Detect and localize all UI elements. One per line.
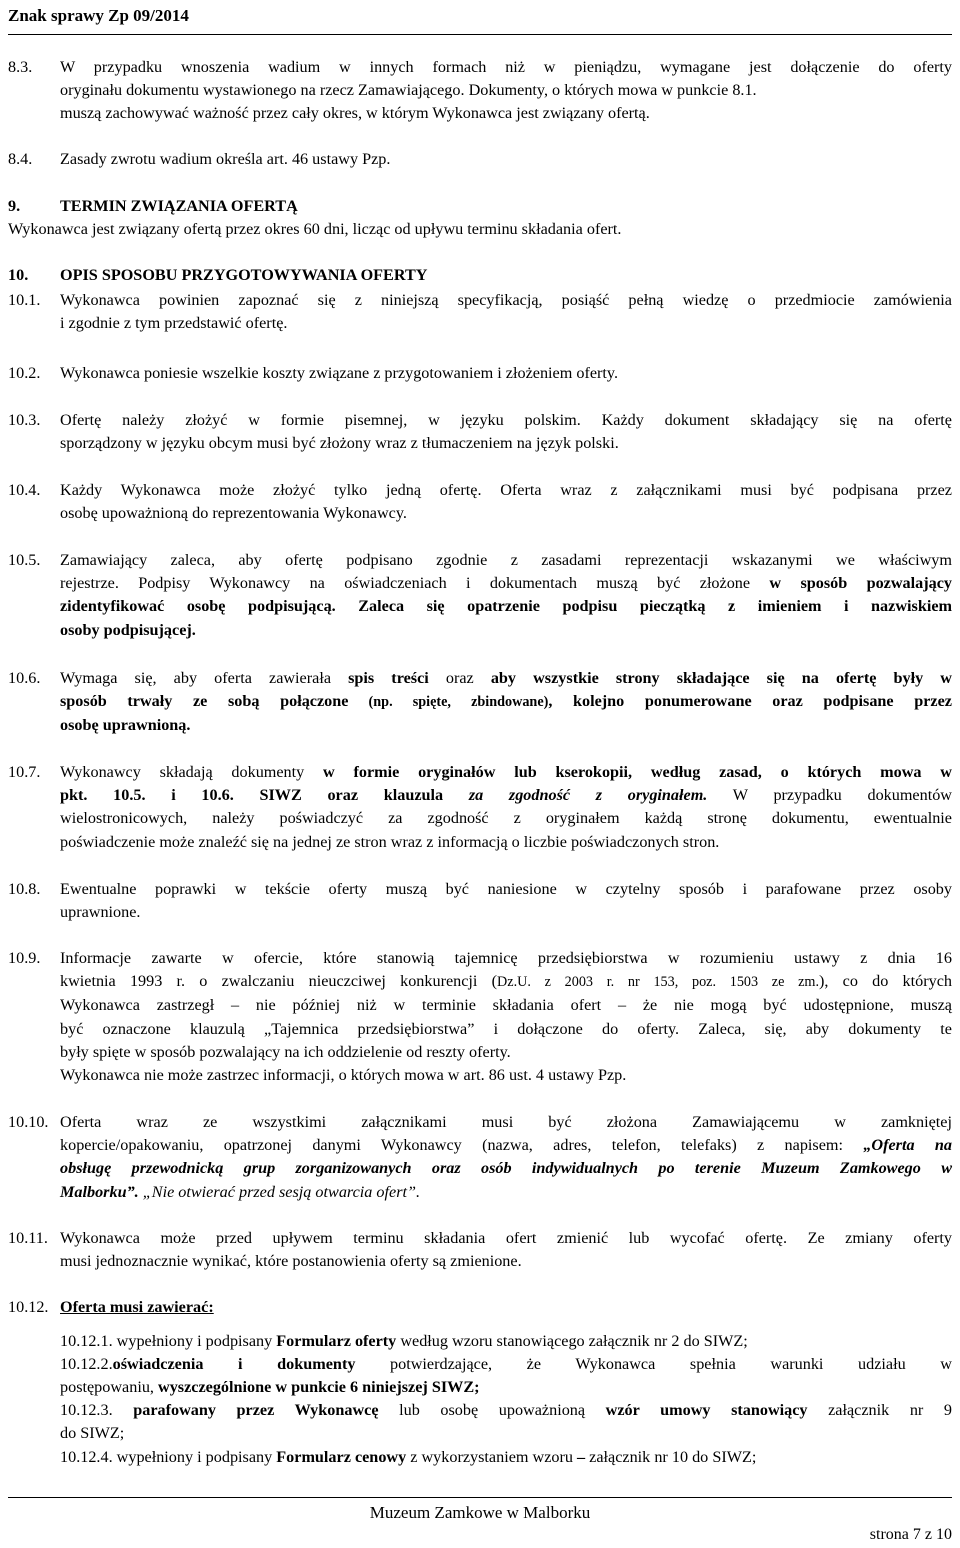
text-run-bold: osoby podpisującej. <box>60 620 196 639</box>
text-run: z wykorzystaniem wzoru <box>406 1448 578 1466</box>
section-title: Oferta musi zawierać: <box>60 1298 214 1316</box>
text-line: Ofertę należy złożyć w formie pisemnej, w języku polskim. Każdy dokument składający się na ofertę <box>60 411 952 429</box>
text-run-small: Dz.U. z 2003 r. nr 153, poz. 1503 ze zm. <box>497 974 819 991</box>
text-line: Wykonawca nie może zastrzec informacji, o których mowa w art. 86 ust. 4 ustawy Pzp. <box>60 1066 627 1085</box>
text-run-bold: sposób trwały ze sobą połączone <box>60 692 349 711</box>
text-run-bold: , kolejno ponumerowane oraz podpisane przez <box>548 692 952 711</box>
text-line: być oznaczone klauzulą „Tajemnica przedsiębiorstwa” i dołączone do oferty. Zaleca, się, aby dokumenty te <box>60 1019 952 1038</box>
section-number: 8.3. <box>8 58 33 76</box>
text-run-bold: wyszczególnione w punkcie 6 niniejszej SIWZ; <box>158 1378 480 1396</box>
text-line: uprawnione. <box>60 903 141 922</box>
section-number: 10.4. <box>8 481 41 499</box>
section-text: Wykonawca poniesie wszelkie koszty związane z przygotowaniem i złożeniem oferty. <box>60 364 619 382</box>
text-line: Zamawiający zaleca, aby ofertę podpisano zgodnie z zasadami reprezentacji wskazanymi we właściwym <box>60 551 952 569</box>
text-line: Wykonawca powinien zapoznać się z niniejszą specyfikacją, posiąść pełną wiedzę o przedmiocie zamówienia <box>60 291 952 309</box>
section-text <box>60 549 952 642</box>
text-run: Wymaga się, aby oferta zawierała <box>60 669 349 687</box>
text-run: oraz <box>428 669 491 687</box>
text-run-italic: „Nie otwierać przed sesją otwarcia ofert”. <box>138 1182 421 1201</box>
text-line: osobę upoważnioną do reprezentowania Wykonawcy. <box>60 504 407 523</box>
text-line: i zgodnie z tym przedstawić ofertę. <box>60 314 288 333</box>
text-run: Wykonawcy składają dokumenty <box>60 763 324 781</box>
text-run-bold: aby wszystkie strony składające się na ofertę były w <box>490 669 952 687</box>
section-text <box>60 409 952 455</box>
section-text <box>60 761 952 854</box>
text-run: kwietnia 1993 r. o zwalczaniu nieuczciwej konkurencji ( <box>60 972 498 991</box>
text-run-bold: pkt. 10.5. i 10.6. SIWZ oraz klauzula <box>60 786 469 805</box>
section-number: 10.3. <box>8 411 41 429</box>
list-item <box>60 1330 952 1353</box>
text-line: do SIWZ; <box>60 1424 125 1443</box>
section-text: Zasady zwrotu wadium określa art. 46 ustawy Pzp. <box>60 150 391 168</box>
text-run-bold: w formie oryginałów lub kserokopii, według zasad, o których mowa w <box>323 763 952 781</box>
section-text <box>60 878 952 924</box>
text-line: były spięte w sposób pozwalający na ich oddzielenie od reszty oferty. <box>60 1042 511 1061</box>
text-line: wielostronicowych, należy poświadczyć za zgodność z oryginałem każdą stronę dokumentu, ewentualnie <box>60 809 952 828</box>
list-item <box>60 1446 952 1469</box>
text-run: 10.12.2. <box>60 1355 113 1373</box>
text-run: 10.12.1. wypełniony i podpisany <box>60 1332 277 1350</box>
text-line: Ewentualne poprawki w tekście oferty muszą być naniesione w czytelny sposób i parafowane przez osoby <box>60 880 952 898</box>
section-number: 10.8. <box>8 880 41 898</box>
text-run-bold: w sposób pozwalający <box>769 574 952 593</box>
text-run-bold: wzór umowy stanowiący <box>605 1401 808 1419</box>
text-run: załącznik nr 10 do SIWZ; <box>585 1448 757 1466</box>
text-line <box>60 1353 952 1376</box>
text-line: W przypadku wnoszenia wadium w innych formach niż w pieniądzu, wymagane jest dołączenie do oferty <box>60 58 952 76</box>
text-run-bold-italic: obsługę przewodnicką grup zorganizowanych oraz osób indywidualnych po terenie Muzeum Zamkowego w <box>60 1159 952 1178</box>
text-run-bold: parafowany przez Wykonawcę <box>133 1401 379 1419</box>
text-run: ), co do których <box>819 972 952 991</box>
text-line <box>60 1181 952 1204</box>
page-number: strona 7 z 10 <box>869 1526 952 1543</box>
footer-institution: Muzeum Zamkowe w Malborku <box>369 1503 591 1522</box>
text-line: sporządzony w języku obcym musi być złożony wraz z tłumaczeniem na język polski. <box>60 434 619 453</box>
footer-divider <box>8 1497 952 1498</box>
text-run-bold: spis treści <box>348 669 429 687</box>
section-number: 10.12. <box>8 1298 49 1316</box>
text-run: rejestrze. Podpisy Wykonawcy na oświadczeniach i dokumentach muszą być złożone <box>60 574 770 593</box>
section-number: 10.1. <box>8 291 41 309</box>
text-run: potwierdzające, że Wykonawca spełnia warunki udziału w <box>355 1355 952 1373</box>
section-text <box>60 56 952 126</box>
text-run-bold: Zaleca się opatrzenie podpisu pieczątką z imieniem i nazwiskiem <box>335 597 952 616</box>
section-text <box>60 667 952 738</box>
header-divider <box>8 34 952 35</box>
text-run-bold-italic: za zgodność z oryginałem. <box>468 786 708 805</box>
text-line <box>60 690 952 714</box>
list-item <box>60 1399 952 1445</box>
section-number: 10.10. <box>8 1113 49 1131</box>
section-text <box>60 479 952 525</box>
text-run-bold: (np. spięte, zbindowane) <box>348 694 549 711</box>
section-title: OPIS SPOSOBU PRZYGOTOWYWANIA OFERTY <box>60 266 428 284</box>
section-text <box>60 1111 952 1204</box>
text-line <box>60 1399 952 1422</box>
text-run: według wzoru stanowiącego załącznik nr 2 do SIWZ; <box>396 1332 748 1350</box>
text-line: Oferta wraz ze wszystkimi załącznikami musi być złożona Zamawiającemu w zamkniętej <box>60 1113 952 1131</box>
text-line <box>60 970 952 994</box>
text-line <box>60 1134 952 1157</box>
item-list <box>60 1330 952 1353</box>
text-run-bold-italic: Malborku”. <box>60 1182 139 1201</box>
text-line: musi jednoznacznie wynikać, które postanowienia oferty są zmienione. <box>60 1252 522 1271</box>
case-number: Znak sprawy Zp 09/2014 <box>8 6 189 25</box>
text-run-bold: zidentyfikować osobę podpisującą. <box>60 597 336 616</box>
text-run: lub osobę upoważnioną <box>378 1401 606 1419</box>
text-line <box>60 761 952 784</box>
text-line: Każdy Wykonawca może złożyć tylko jedną ofertę. Oferta wraz z załącznikami musi być podpisana przez <box>60 481 952 499</box>
text-run-bold-italic: „Oferta na <box>863 1136 952 1155</box>
section-number: 10.6. <box>8 669 41 687</box>
section-text <box>60 289 952 335</box>
text-line <box>60 1157 952 1180</box>
section-number: 10.11. <box>8 1229 48 1247</box>
text-run-bold: oświadczenia i dokumenty <box>112 1355 356 1373</box>
section-number: 9. <box>8 197 21 215</box>
text-run: 10.12.3. <box>60 1401 134 1419</box>
section-title: TERMIN ZWIĄZANIA OFERTĄ <box>60 197 298 215</box>
text-line <box>60 667 952 690</box>
text-line <box>60 1376 952 1399</box>
section-9-text: Wykonawca jest związany ofertą przez okres 60 dni, licząc od upływu terminu składania ofert. <box>8 220 622 238</box>
list-item <box>60 1353 952 1376</box>
section-text <box>60 947 952 1087</box>
text-run: 10.12.4. wypełniony i podpisany <box>60 1448 277 1466</box>
text-run: załącznik nr 9 <box>807 1401 953 1419</box>
section-text <box>60 1227 952 1273</box>
section-number: 8.4. <box>8 150 33 168</box>
text-run-bold: Formularz oferty <box>276 1332 397 1350</box>
text-line: Wykonawca zastrzegł – nie później niż w terminie składania ofert – że nie mogą być udostępnione, muszą <box>60 996 952 1015</box>
text-line <box>60 572 952 595</box>
text-run-bold: – <box>577 1448 586 1466</box>
text-line: Informacje zawarte w ofercie, które stanowią tajemnicę przedsiębiorstwa w rozumieniu ustawy z dnia 16 <box>60 949 952 967</box>
text-run-bold: Formularz cenowy <box>276 1448 407 1466</box>
text-line <box>60 784 952 807</box>
section-number: 10.7. <box>8 763 41 781</box>
section-number: 10. <box>8 266 29 284</box>
text-line: Wykonawca może przed upływem terminu składania ofert zmienić lub wycofać ofertę. Ze zmiany oferty <box>60 1229 952 1247</box>
section-number: 10.5. <box>8 551 41 569</box>
section-number: 10.2. <box>8 364 41 382</box>
text-run-bold: osobę uprawnioną. <box>60 716 191 735</box>
text-run: kopercie/opakowaniu, opatrzonej danymi Wykonawcy (nazwa, adres, telefon, telefaks) z napisem: <box>60 1136 864 1155</box>
text-line: oryginału dokumentu wystawionego na rzecz Zamawiającego. Dokumenty, o których mowa w punkcie 8.1. <box>60 81 757 100</box>
text-run: postępowaniu, <box>60 1378 159 1396</box>
text-run: W przypadku dokumentów <box>707 786 952 805</box>
text-line: muszą zachowywać ważność przez cały okres, w którym Wykonawca jest związany ofertą. <box>60 104 650 123</box>
text-line: poświadczenie może znaleźć się na jednej ze stron wraz z informacją o liczbie poświadczonych stron. <box>60 832 720 851</box>
text-line <box>60 595 952 618</box>
section-number: 10.9. <box>8 949 41 967</box>
